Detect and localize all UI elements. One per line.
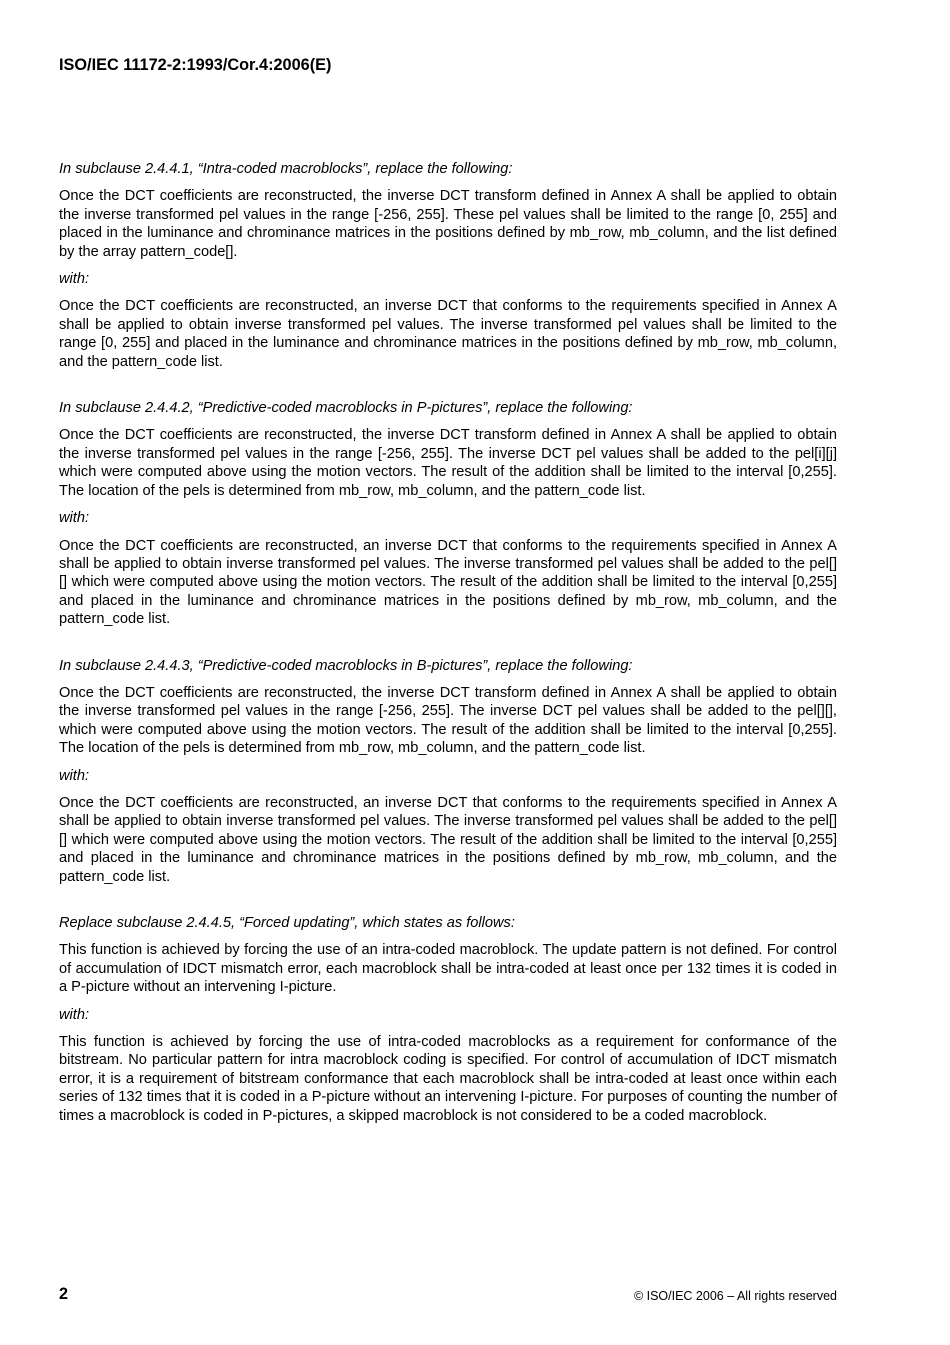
document-body [59, 160, 837, 1153]
section-intro: In subclause 2.4.4.1, “Intra-coded macroblocks”, replace the following: [59, 161, 513, 177]
replacement-text: Once the DCT coefficients are reconstructed, an inverse DCT that conforms to the requirements specified in Annex A shall be applied to obtain inverse transformed pel values. The inverse transformed pel values shall be added to the pel[][] which were computed above using the motion vectors. The result of the addition shall be limited to the interval [0,255] and placed in the luminance and chrominance matrices in the positions defined by mb_row, mb_column, and the pattern_code list. [59, 794, 837, 885]
original-text: Once the DCT coefficients are reconstructed, the inverse DCT transform defined in Annex A shall be applied to obtain the inverse transformed pel values in the range [-256, 255]. These pel values shall be limited to the range [0, 255] and placed in the luminance and chrominance matrices in the positions defined by mb_row, mb_column, and the list defined by the array pattern_code[]. [59, 188, 837, 260]
section-2-4-4-5 [59, 914, 837, 1125]
section-intro: In subclause 2.4.4.3, “Predictive-coded macroblocks in B-pictures”, replace the following: [59, 657, 633, 674]
with-label: with: [59, 767, 90, 784]
original-text: Once the DCT coefficients are reconstructed, the inverse DCT transform defined in Annex A shall be applied to obtain the inverse transformed pel values in the range [-256, 255]. The inverse DCT pel values shall be added to the pel[][], which were computed above using the motion vectors. The result of the addition shall be limited to the interval [0,255]. The location of the pels is determined from mb_row, mb_column, and the pattern_code list. [59, 684, 837, 757]
original-text: This function is achieved by forcing the use of an intra-coded macroblock. The update pattern is not defined. For control of accumulation of IDCT mismatch error, each macroblock shall be intra-coded at least once per 132 times it is coded in a P-picture without an intervening I-picture. [59, 942, 837, 996]
document-header-title: ISO/IEC 11172-2:1993/Cor.4:2006(E) [59, 56, 332, 74]
page-number: 2 [59, 1285, 69, 1303]
replacement-text: Once the DCT coefficients are reconstructed, an inverse DCT that conforms to the requirements specified in Annex A shall be applied to obtain inverse transformed pel values. The inverse transformed pel values shall be added to the pel[][] which were computed above using the motion vectors. The result of the addition shall be limited to the interval [0,255] and placed in the luminance and chrominance matrices in the positions defined by mb_row, mb_column, and the pattern_code list. [59, 537, 837, 628]
copyright-notice: © ISO/IEC 2006 – All rights reserved [633, 1289, 837, 1303]
with-label: with: [59, 271, 90, 288]
replacement-text: This function is achieved by forcing the use of intra-coded macroblocks as a requirement for conformance of the bitstream. No particular pattern for intra macroblock coding is specified. For control of accumulation of IDCT mismatch error, it is a requirement of bitstream conformance that each macroblock shall be intra-coded at least once within each series of 132 times that it is coded in a P-picture without an intervening I-picture. For purposes of counting the number of times a macroblock is coded in P-pictures, a skipped macroblock is not considered to be a coded macroblock. [59, 1034, 837, 1124]
section-intro: In subclause 2.4.4.2, “Predictive-coded macroblocks in P-pictures”, replace the following: [59, 400, 633, 417]
section-2-4-4-2 [59, 399, 837, 628]
with-label: with: [59, 510, 90, 527]
replacement-text: Once the DCT coefficients are reconstructed, an inverse DCT that conforms to the requirements specified in Annex A shall be applied to obtain inverse transformed pel values. The inverse transformed pel values shall be limited to the range [0, 255] and placed in the luminance and chrominance matrices in the positions defined by mb_row, mb_column, and the pattern_code list. [59, 298, 837, 370]
section-intro: Replace subclause 2.4.4.5, “Forced updating”, which states as follows: [59, 915, 515, 931]
section-2-4-4-1 [59, 160, 837, 371]
with-label: with: [59, 1006, 90, 1023]
original-text: Once the DCT coefficients are reconstructed, the inverse DCT transform defined in Annex A shall be applied to obtain the inverse transformed pel values in the range [-256, 255]. The inverse DCT pel values shall be added to the pel[i][j] which were computed above using the motion vectors. The result of the addition shall be limited to the interval [0,255]. The location of the pels is determined from mb_row, mb_column, and the pattern_code list. [59, 427, 837, 499]
section-2-4-4-3 [59, 657, 837, 886]
